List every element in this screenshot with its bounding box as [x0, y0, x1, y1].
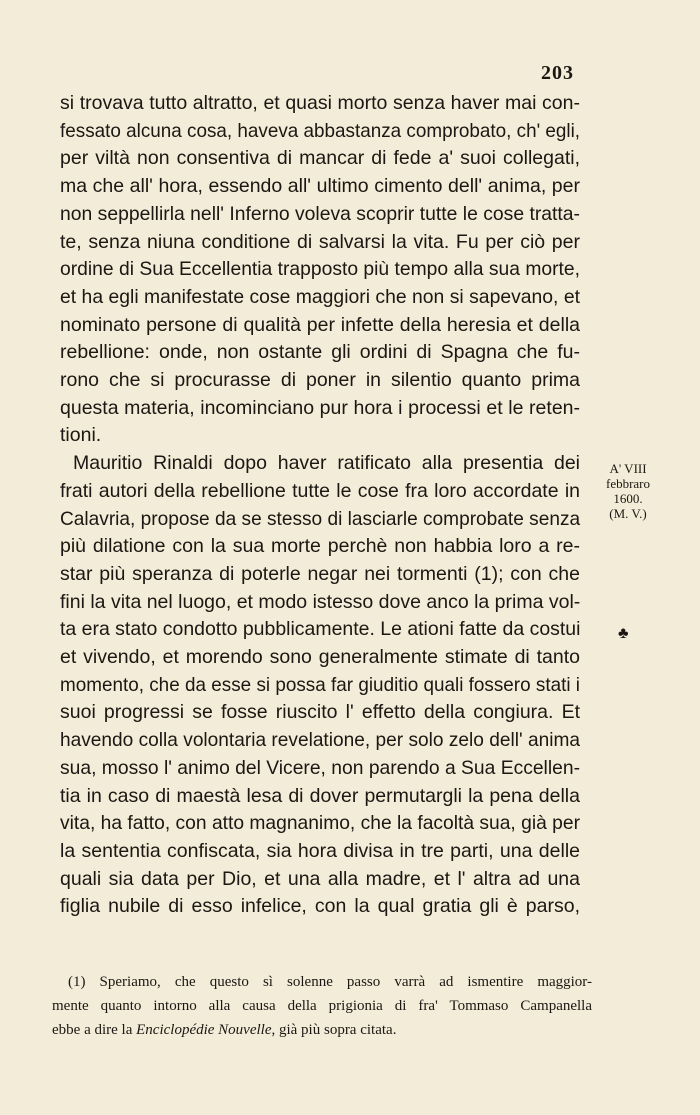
body-line: frati autori della rebellione tutte le cose fra loro accordate in [60, 479, 580, 502]
footnote-text: , già più sopra citata. [271, 1022, 397, 1038]
body-line: per viltà non consentiva di mancar di fede a' suoi collegati, [60, 147, 580, 170]
body-line: sua, mosso l' animo del Vicere, non parendo a Sua Eccellen- [60, 756, 580, 779]
body-text [60, 90, 580, 921]
body-line: te, senza niuna conditione di salvarsi la vita. Fu per ciò per [60, 230, 580, 253]
margin-note-line: (M. V.) [609, 506, 647, 521]
body-line: la sententia confiscata, sia hora divisa in tre parti, una delle [60, 839, 580, 862]
body-line: ordine di Sua Eccellentia trapposto più tempo alla sua morte, [60, 258, 580, 281]
body-line: quali sia data per Dio, et una alla madre, et l' altra ad una [60, 867, 580, 890]
footnote-line: (1) Speriamo, che questo sì solenne passo varrà ad ismentire maggior- [68, 974, 592, 990]
body-line: tioni. [60, 424, 102, 447]
body-line: suoi progressi se fosse riuscito l' effetto della congiura. Et [60, 701, 580, 724]
body-line: più dilatione con la sua morte perchè non habbia loro a re- [60, 535, 580, 558]
body-line: rebellione: onde, non ostante gli ordini di Spagna che fu- [60, 341, 580, 364]
body-line: vita, ha fatto, con atto magnanimo, che la facoltà sua, già per [60, 812, 580, 835]
body-line: tia in caso di maestà lesa di dover permutargli la pena della [60, 784, 580, 807]
footnote [52, 970, 592, 1042]
footnote-line [52, 1018, 592, 1042]
margin-date-note [588, 461, 668, 521]
body-line: momento, che da esse si possa far giuditio quali fossero stati i [60, 673, 580, 696]
body-line: ma che all' hora, essendo all' ultimo cimento dell' anima, per [60, 175, 580, 198]
body-line: figlia nubile di esso infelice, con la qual gratia gli è parso, [60, 895, 580, 918]
body-line: si trovava tutto altratto, et quasi morto senza haver mai con- [60, 92, 580, 114]
body-line: nominato persone di qualità per infette della heresia et della [60, 313, 580, 336]
body-line: Calavria, propose da se stesso di lasciarle comprobate senza [60, 507, 581, 530]
footnote-text: ebbe a dire la [52, 1022, 137, 1038]
body-line: star più speranza di poterle negar nei tormenti (1); con che [60, 562, 580, 585]
body-line: et vivendo, et morendo sono generalmente stimate di tanto [60, 646, 580, 669]
margin-mark: ♣ [618, 625, 629, 642]
footnote-citation: Enciclopédie Nouvelle [136, 1022, 272, 1038]
margin-note-line: A' VIII [609, 461, 647, 476]
body-line: ta era stato condotto pubblicamente. Le ationi fatte da costui [60, 618, 581, 641]
footnote-line: mente quanto intorno alla causa della prigionia di fra' Tommaso Campanella [52, 998, 592, 1014]
page-number: 203 [541, 62, 574, 84]
body-line: fini la vita nel luogo, et modo istesso dove anco la prima vol- [60, 590, 581, 613]
body-line: questa materia, incominciano pur hora i processi et le reten- [60, 396, 580, 419]
margin-note-line: 1600. [613, 491, 643, 506]
body-line: et ha egli manifestate cose maggiori che non si sapevano, et [60, 285, 580, 308]
body-line: rono che si procurasse di poner in silentio quanto prima [60, 369, 580, 392]
margin-note-line: febbraro [605, 476, 651, 491]
body-line: havendo colla volontaria revelatione, per solo zelo dell' anima [60, 729, 580, 752]
body-line: fessato alcuna cosa, haveva abbastanza comprobato, ch' egli, [60, 119, 581, 142]
body-line: Mauritio Rinaldi dopo haver ratificato alla presentia dei [73, 452, 580, 475]
body-line: non seppellirla nell' Inferno voleva scoprir tutte le cose tratta- [60, 202, 580, 225]
